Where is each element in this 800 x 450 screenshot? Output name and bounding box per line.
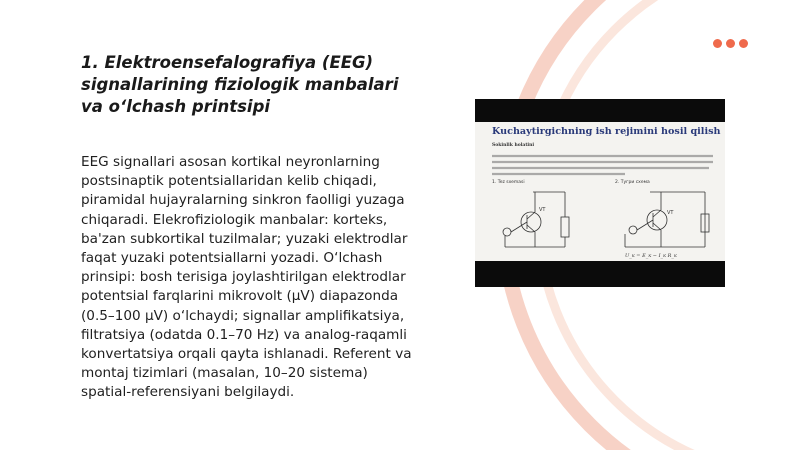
transistor-label: VT [667, 210, 674, 216]
slide-title: 1. Elektroensefalografiya (EEG) signallarining fiziologik manbalari va o‘lchash printsipi [81, 53, 399, 116]
dot-icon [713, 39, 722, 48]
embedded-slide-subheading: Sokinlik holatini [492, 143, 535, 148]
circuit-diagram-1 [503, 192, 569, 247]
formula: U_к = E_к − I_к R_к [625, 253, 677, 259]
embedded-slide-paragraph [492, 156, 713, 174]
embedded-slide-image [475, 99, 725, 287]
circuit-diagram-2 [625, 192, 709, 247]
slide-body-text: EEG signallari asosan kortikal neyronlarning postsinaptik potentsiallaridan kelib chiqadi, piramidal hujayralarning sinkron faolligi yuzaga chiqaradi. Elekrofiziologik manbalar: korteks, ba'zan subkortikal tuzilmalar; yuzaki elektrodlar faqat yuzaki potentsiallarni yozadi. O‘lchash prinsipi: bosh terisiga joylashtirilgan elektrodlar potentsial farqlarini mikrovolt (µV) diapazonda (0.5–100 µV) o‘lchaydi; signallar amplifikatsiya, filtratsiya (odatda 0.1–70 Hz) va analog-raqamli konvertatsiya orqali qayta ishlanadi. Referent va montaj tizimlari (masalan, 10–20 sistema) spatial-referensiyani belgilaydi. [81, 154, 412, 401]
dot-icon [739, 39, 748, 48]
circuit-2-label: 2. Тугри схема [615, 180, 650, 185]
decorative-dots [713, 39, 748, 48]
embedded-slide-content [475, 122, 725, 261]
transistor-label: VT [539, 207, 546, 213]
dot-icon [726, 39, 735, 48]
embedded-slide-heading: Kuchaytirgichning ish rejimini hosil qilish [492, 126, 721, 137]
circuit-1-label: 1. Tez sxemasi [492, 180, 525, 185]
